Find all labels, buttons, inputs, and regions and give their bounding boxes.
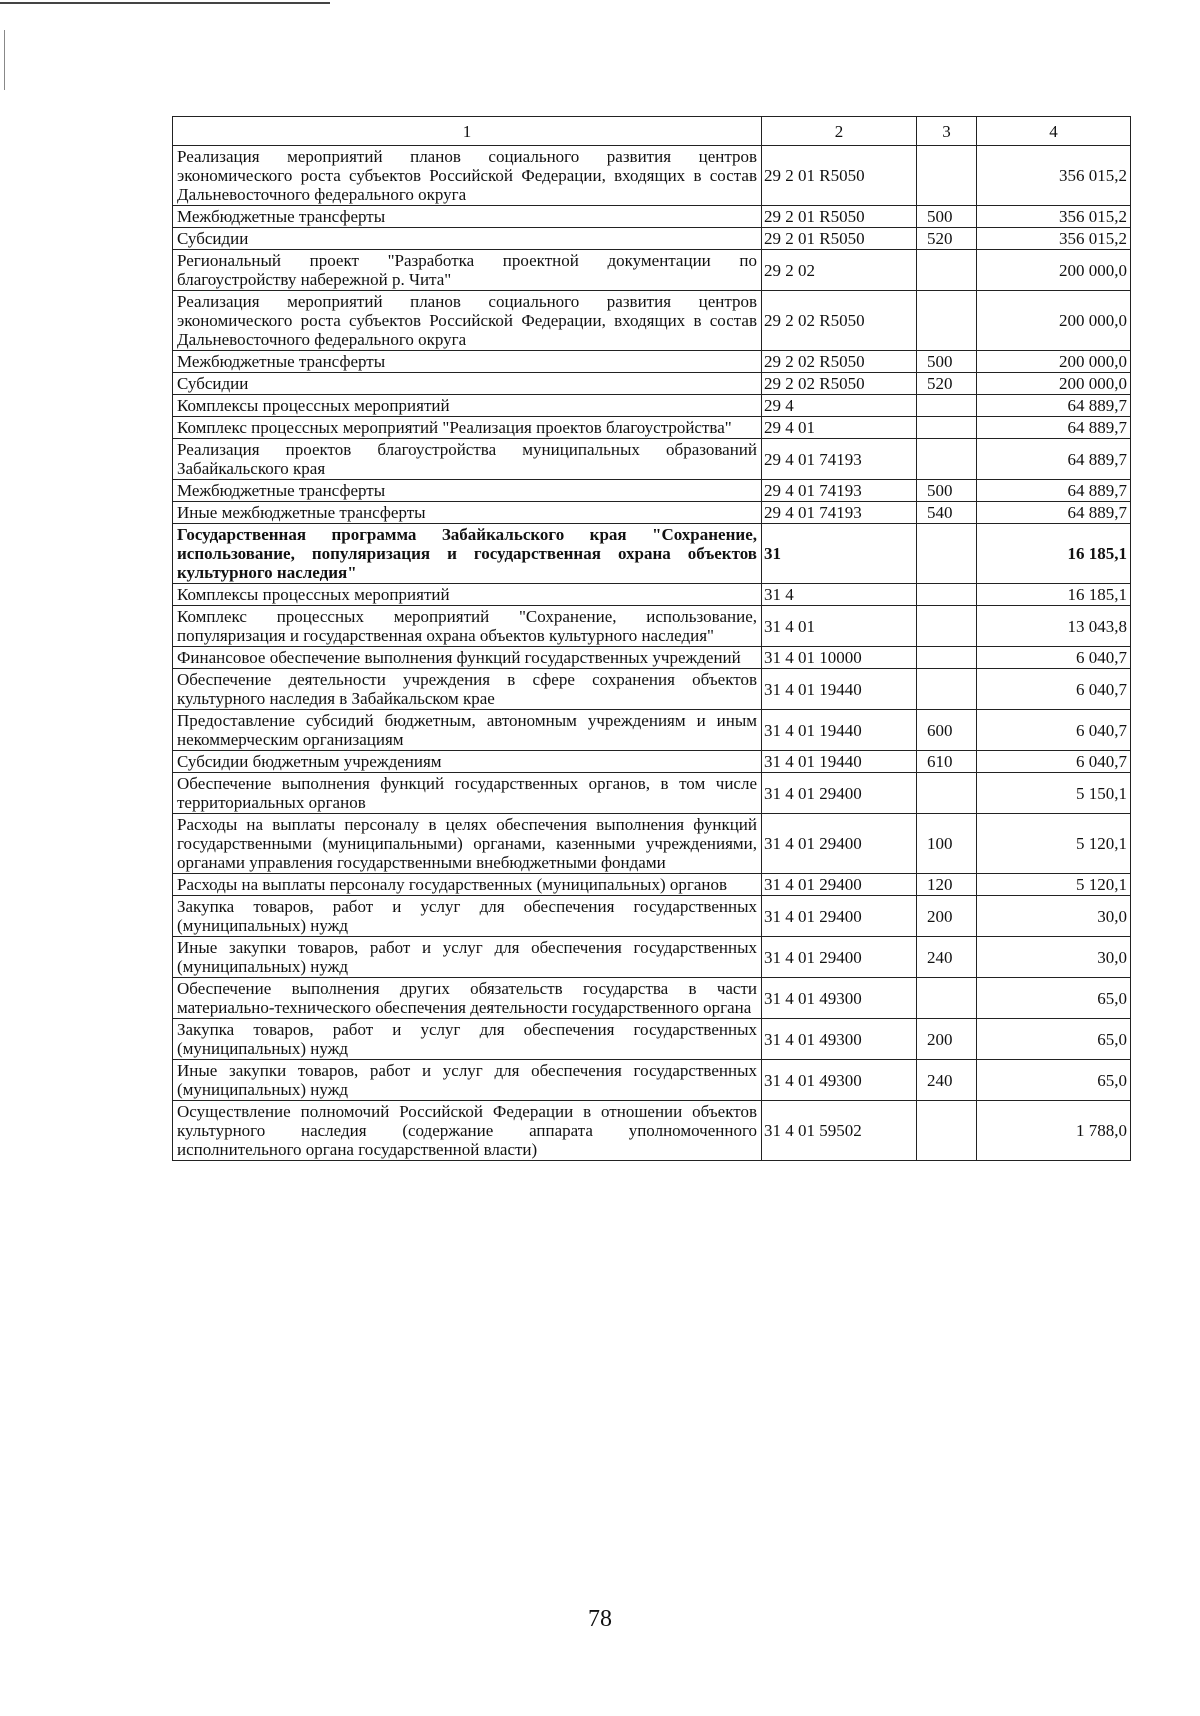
row-code-cell: 29 2 02 R5050 xyxy=(762,373,917,395)
row-amount-cell: 64 889,7 xyxy=(977,439,1131,480)
row-vr-cell: 240 xyxy=(917,937,977,978)
table-row xyxy=(173,146,1131,206)
table-row xyxy=(173,395,1131,417)
table-row xyxy=(173,228,1131,250)
row-code-cell: 29 2 01 R5050 xyxy=(762,228,917,250)
table-row xyxy=(173,291,1131,351)
row-code-cell: 31 4 01 49300 xyxy=(762,1060,917,1101)
row-vr-cell: 200 xyxy=(917,1019,977,1060)
row-amount-cell: 16 185,1 xyxy=(977,584,1131,606)
row-vr-cell: 540 xyxy=(917,502,977,524)
row-amount-cell: 65,0 xyxy=(977,978,1131,1019)
table-row xyxy=(173,874,1131,896)
table-row xyxy=(173,250,1131,291)
table-row xyxy=(173,978,1131,1019)
row-vr-cell xyxy=(917,417,977,439)
row-name-cell: Обеспечение выполнения функций государственных органов, в том числе территориальных органов xyxy=(173,773,762,814)
row-amount-cell: 356 015,2 xyxy=(977,206,1131,228)
row-amount-cell: 6 040,7 xyxy=(977,669,1131,710)
table-row xyxy=(173,896,1131,937)
row-name-cell: Комплексы процессных мероприятий xyxy=(173,395,762,417)
row-amount-cell: 356 015,2 xyxy=(977,228,1131,250)
row-code-cell: 31 4 01 49300 xyxy=(762,978,917,1019)
row-vr-cell: 520 xyxy=(917,373,977,395)
table-row xyxy=(173,710,1131,751)
row-amount-cell: 64 889,7 xyxy=(977,395,1131,417)
row-vr-cell xyxy=(917,291,977,351)
row-vr-cell: 500 xyxy=(917,206,977,228)
table-row xyxy=(173,606,1131,647)
row-code-cell: 31 4 01 10000 xyxy=(762,647,917,669)
row-vr-cell xyxy=(917,978,977,1019)
row-amount-cell: 5 120,1 xyxy=(977,814,1131,874)
row-name-cell: Осуществление полномочий Российской Федерации в отношении объектов культурного наследия (содержание аппарата уполномоченного исполнительного органа государственной власти) xyxy=(173,1101,762,1161)
row-code-cell: 31 4 01 xyxy=(762,606,917,647)
table-row xyxy=(173,773,1131,814)
row-amount-cell: 200 000,0 xyxy=(977,351,1131,373)
row-code-cell: 31 4 01 29400 xyxy=(762,874,917,896)
table-row xyxy=(173,351,1131,373)
row-amount-cell: 6 040,7 xyxy=(977,751,1131,773)
header-col-3: 3 xyxy=(917,117,977,146)
row-amount-cell: 30,0 xyxy=(977,937,1131,978)
row-name-cell: Субсидии xyxy=(173,373,762,395)
row-amount-cell: 5 120,1 xyxy=(977,874,1131,896)
row-vr-cell xyxy=(917,250,977,291)
row-code-cell: 29 4 01 74193 xyxy=(762,480,917,502)
table-row xyxy=(173,669,1131,710)
row-vr-cell xyxy=(917,524,977,584)
row-vr-cell xyxy=(917,773,977,814)
row-code-cell: 29 4 01 74193 xyxy=(762,439,917,480)
row-vr-cell xyxy=(917,584,977,606)
row-name-cell: Иные закупки товаров, работ и услуг для обеспечения государственных (муниципальных) нужд xyxy=(173,1060,762,1101)
row-name-cell: Государственная программа Забайкальского края "Сохранение, использование, популяризация и государственная охрана объектов культурного наследия" xyxy=(173,524,762,584)
row-name-cell: Иные закупки товаров, работ и услуг для обеспечения государственных (муниципальных) нужд xyxy=(173,937,762,978)
table-row xyxy=(173,751,1131,773)
header-col-2: 2 xyxy=(762,117,917,146)
row-amount-cell: 13 043,8 xyxy=(977,606,1131,647)
row-vr-cell: 500 xyxy=(917,351,977,373)
row-vr-cell: 610 xyxy=(917,751,977,773)
row-name-cell: Закупка товаров, работ и услуг для обеспечения государственных (муниципальных) нужд xyxy=(173,1019,762,1060)
row-name-cell: Комплекс процессных мероприятий "Реализация проектов благоустройства" xyxy=(173,417,762,439)
row-vr-cell xyxy=(917,146,977,206)
table-row xyxy=(173,373,1131,395)
table-row xyxy=(173,206,1131,228)
table-row xyxy=(173,417,1131,439)
row-name-cell: Реализация мероприятий планов социального развития центров экономического роста субъектов Российской Федерации, входящих в состав Дальневосточного федерального округа xyxy=(173,146,762,206)
row-code-cell: 31 4 01 19440 xyxy=(762,710,917,751)
row-name-cell: Межбюджетные трансферты xyxy=(173,351,762,373)
row-name-cell: Комплекс процессных мероприятий "Сохранение, использование, популяризация и государственная охрана объектов культурного наследия" xyxy=(173,606,762,647)
row-name-cell: Комплексы процессных мероприятий xyxy=(173,584,762,606)
table-header-row xyxy=(173,117,1131,146)
row-name-cell: Региональный проект "Разработка проектной документации по благоустройству набережной р. Чита" xyxy=(173,250,762,291)
table-row xyxy=(173,647,1131,669)
row-code-cell: 31 4 01 29400 xyxy=(762,896,917,937)
row-amount-cell: 200 000,0 xyxy=(977,373,1131,395)
row-amount-cell: 6 040,7 xyxy=(977,647,1131,669)
table-row xyxy=(173,524,1131,584)
row-name-cell: Субсидии xyxy=(173,228,762,250)
row-code-cell: 29 4 01 74193 xyxy=(762,502,917,524)
row-name-cell: Реализация проектов благоустройства муниципальных образований Забайкальского края xyxy=(173,439,762,480)
row-code-cell: 31 xyxy=(762,524,917,584)
row-vr-cell: 600 xyxy=(917,710,977,751)
row-name-cell: Межбюджетные трансферты xyxy=(173,206,762,228)
row-vr-cell: 520 xyxy=(917,228,977,250)
row-name-cell: Предоставление субсидий бюджетным, автономным учреждениям и иным некоммерческим организациям xyxy=(173,710,762,751)
table-row xyxy=(173,814,1131,874)
page-number: 78 xyxy=(588,1606,612,1632)
row-amount-cell: 5 150,1 xyxy=(977,773,1131,814)
table-row xyxy=(173,1101,1131,1161)
row-name-cell: Расходы на выплаты персоналу в целях обеспечения выполнения функций государственными (муниципальными) органами, казенными учреждениями, органами управления государственными внебюджетными фондами xyxy=(173,814,762,874)
table-row xyxy=(173,937,1131,978)
row-amount-cell: 200 000,0 xyxy=(977,250,1131,291)
row-name-cell: Иные межбюджетные трансферты xyxy=(173,502,762,524)
row-amount-cell: 65,0 xyxy=(977,1060,1131,1101)
row-code-cell: 29 4 01 xyxy=(762,417,917,439)
row-name-cell: Субсидии бюджетным учреждениям xyxy=(173,751,762,773)
row-vr-cell xyxy=(917,439,977,480)
row-code-cell: 29 2 01 R5050 xyxy=(762,206,917,228)
row-vr-cell xyxy=(917,395,977,417)
budget-table xyxy=(172,116,1131,1161)
row-code-cell: 31 4 01 59502 xyxy=(762,1101,917,1161)
row-code-cell: 31 4 01 49300 xyxy=(762,1019,917,1060)
row-vr-cell: 100 xyxy=(917,814,977,874)
row-code-cell: 29 4 xyxy=(762,395,917,417)
table-row xyxy=(173,502,1131,524)
row-name-cell: Обеспечение деятельности учреждения в сфере сохранения объектов культурного наследия в Забайкальском крае xyxy=(173,669,762,710)
row-amount-cell: 64 889,7 xyxy=(977,502,1131,524)
row-code-cell: 29 2 02 R5050 xyxy=(762,291,917,351)
row-amount-cell: 16 185,1 xyxy=(977,524,1131,584)
row-code-cell: 31 4 01 29400 xyxy=(762,773,917,814)
row-amount-cell: 6 040,7 xyxy=(977,710,1131,751)
row-name-cell: Межбюджетные трансферты xyxy=(173,480,762,502)
row-name-cell: Обеспечение выполнения других обязательств государства в части материально-технического обеспечения деятельности государственного органа xyxy=(173,978,762,1019)
row-code-cell: 31 4 01 19440 xyxy=(762,751,917,773)
row-code-cell: 31 4 01 29400 xyxy=(762,814,917,874)
row-name-cell: Реализация мероприятий планов социального развития центров экономического роста субъектов Российской Федерации, входящих в состав Дальневосточного федерального округа xyxy=(173,291,762,351)
table-row xyxy=(173,439,1131,480)
row-amount-cell: 30,0 xyxy=(977,896,1131,937)
row-amount-cell: 64 889,7 xyxy=(977,417,1131,439)
row-amount-cell: 1 788,0 xyxy=(977,1101,1131,1161)
header-col-4: 4 xyxy=(977,117,1131,146)
row-amount-cell: 64 889,7 xyxy=(977,480,1131,502)
table-row xyxy=(173,480,1131,502)
header-col-1: 1 xyxy=(173,117,762,146)
row-name-cell: Расходы на выплаты персоналу государственных (муниципальных) органов xyxy=(173,874,762,896)
row-code-cell: 31 4 xyxy=(762,584,917,606)
row-amount-cell: 200 000,0 xyxy=(977,291,1131,351)
row-code-cell: 29 2 02 R5050 xyxy=(762,351,917,373)
scan-edge-line xyxy=(0,2,330,4)
row-vr-cell xyxy=(917,606,977,647)
row-vr-cell xyxy=(917,647,977,669)
scan-edge-mark xyxy=(4,30,5,90)
row-code-cell: 29 2 01 R5050 xyxy=(762,146,917,206)
row-vr-cell: 500 xyxy=(917,480,977,502)
table-row xyxy=(173,1019,1131,1060)
row-vr-cell xyxy=(917,669,977,710)
row-amount-cell: 356 015,2 xyxy=(977,146,1131,206)
row-vr-cell: 240 xyxy=(917,1060,977,1101)
row-name-cell: Закупка товаров, работ и услуг для обеспечения государственных (муниципальных) нужд xyxy=(173,896,762,937)
row-vr-cell xyxy=(917,1101,977,1161)
row-code-cell: 31 4 01 19440 xyxy=(762,669,917,710)
table-row xyxy=(173,584,1131,606)
table-row xyxy=(173,1060,1131,1101)
row-name-cell: Финансовое обеспечение выполнения функций государственных учреждений xyxy=(173,647,762,669)
row-vr-cell: 120 xyxy=(917,874,977,896)
row-vr-cell: 200 xyxy=(917,896,977,937)
row-code-cell: 31 4 01 29400 xyxy=(762,937,917,978)
row-code-cell: 29 2 02 xyxy=(762,250,917,291)
row-amount-cell: 65,0 xyxy=(977,1019,1131,1060)
